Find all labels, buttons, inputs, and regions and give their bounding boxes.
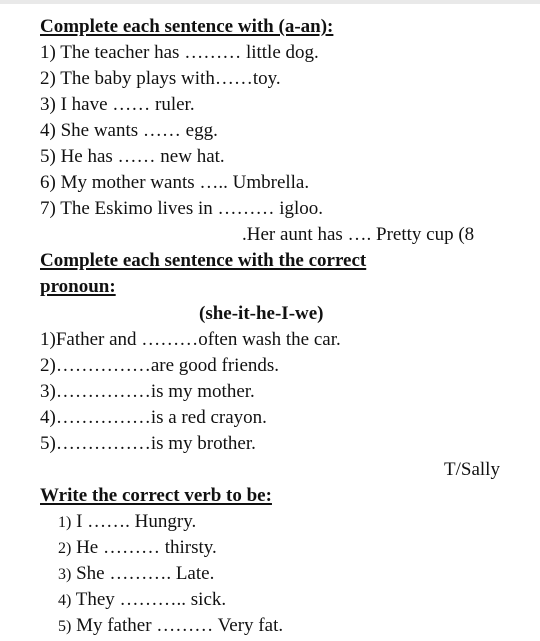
section3-item bbox=[58, 562, 214, 587]
section3-heading: Write the correct verb to be: bbox=[40, 485, 272, 506]
pronoun-choices: (she-it-he-I-we) bbox=[199, 303, 324, 324]
section2-item: 4)……………is a red crayon. bbox=[40, 407, 267, 428]
item-text: He ……… thirsty. bbox=[76, 537, 217, 558]
section2-item: 5)……………is my brother. bbox=[40, 433, 256, 454]
item-number: 5) bbox=[58, 618, 72, 635]
item-number: 4) bbox=[58, 592, 72, 609]
section1-item: 4) She wants …… egg. bbox=[40, 120, 218, 141]
section2-heading-continued: pronoun: bbox=[40, 276, 116, 297]
item-text: She ………. Late. bbox=[76, 563, 215, 584]
section3-item bbox=[58, 588, 226, 613]
section2-heading: Complete each sentence with the correct bbox=[40, 250, 367, 271]
section1-item: 5) He has …… new hat. bbox=[40, 146, 225, 167]
top-border bbox=[0, 0, 540, 4]
section1-item: 2) The baby plays with……toy. bbox=[40, 68, 281, 89]
item-number: 1) bbox=[58, 514, 72, 531]
item-text: My father ……… Very fat. bbox=[76, 615, 284, 636]
section3-item bbox=[58, 614, 283, 639]
section1-item: 1) The teacher has ……… little dog. bbox=[40, 42, 319, 63]
section2-item: 1)Father and ………often wash the car. bbox=[40, 329, 341, 350]
section1-heading: Complete each sentence with (a-an): bbox=[40, 16, 334, 37]
item-text: I ……. Hungry. bbox=[76, 511, 197, 532]
item-text: They ……….. sick. bbox=[75, 589, 227, 610]
section1-item: 6) My mother wants ….. Umbrella. bbox=[40, 172, 310, 193]
item-number: 2) bbox=[58, 540, 72, 557]
section1-item: 7) The Eskimo lives in ……… igloo. bbox=[40, 198, 324, 219]
section2-item: 3)……………is my mother. bbox=[40, 381, 255, 402]
section2-item: 2)……………are good friends. bbox=[40, 355, 280, 376]
section1-item: .Her aunt has …. Pretty cup (8 bbox=[242, 224, 475, 245]
section1-item: 3) I have …… ruler. bbox=[40, 94, 195, 115]
section3-item bbox=[58, 510, 196, 535]
section3-item bbox=[58, 536, 217, 561]
item-number: 3) bbox=[58, 566, 72, 583]
teacher-signature: T/Sally bbox=[444, 459, 500, 480]
